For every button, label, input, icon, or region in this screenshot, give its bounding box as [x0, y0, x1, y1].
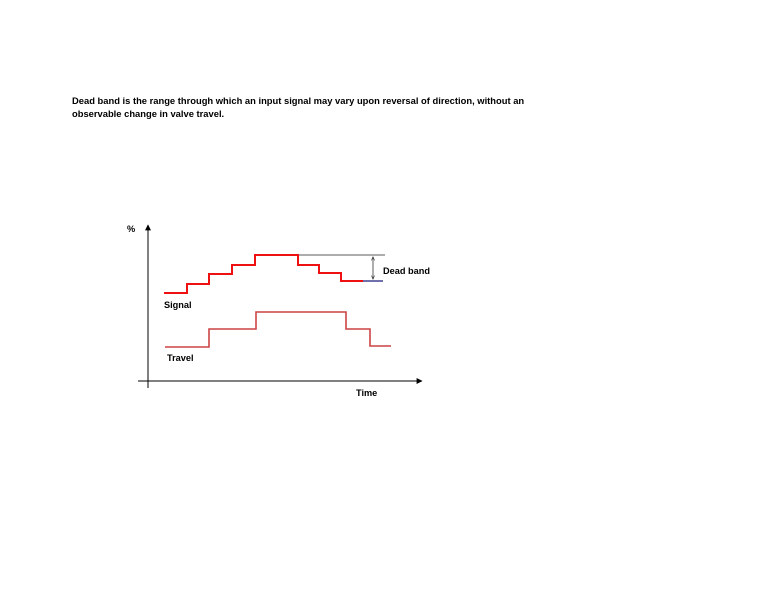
x-axis-label: Time — [356, 388, 378, 398]
dead-band-label: Dead band — [383, 266, 430, 276]
travel-label: Travel — [167, 353, 194, 363]
description-line-1: Dead band is the range through which an input signal may vary upon reversal of direction, without an — [72, 95, 525, 106]
description-line-2: observable change in valve travel. — [72, 108, 225, 119]
travel-curve — [165, 312, 391, 347]
signal-label: Signal — [164, 300, 192, 310]
signal-curve — [164, 255, 363, 293]
y-axis-label: % — [127, 224, 136, 234]
